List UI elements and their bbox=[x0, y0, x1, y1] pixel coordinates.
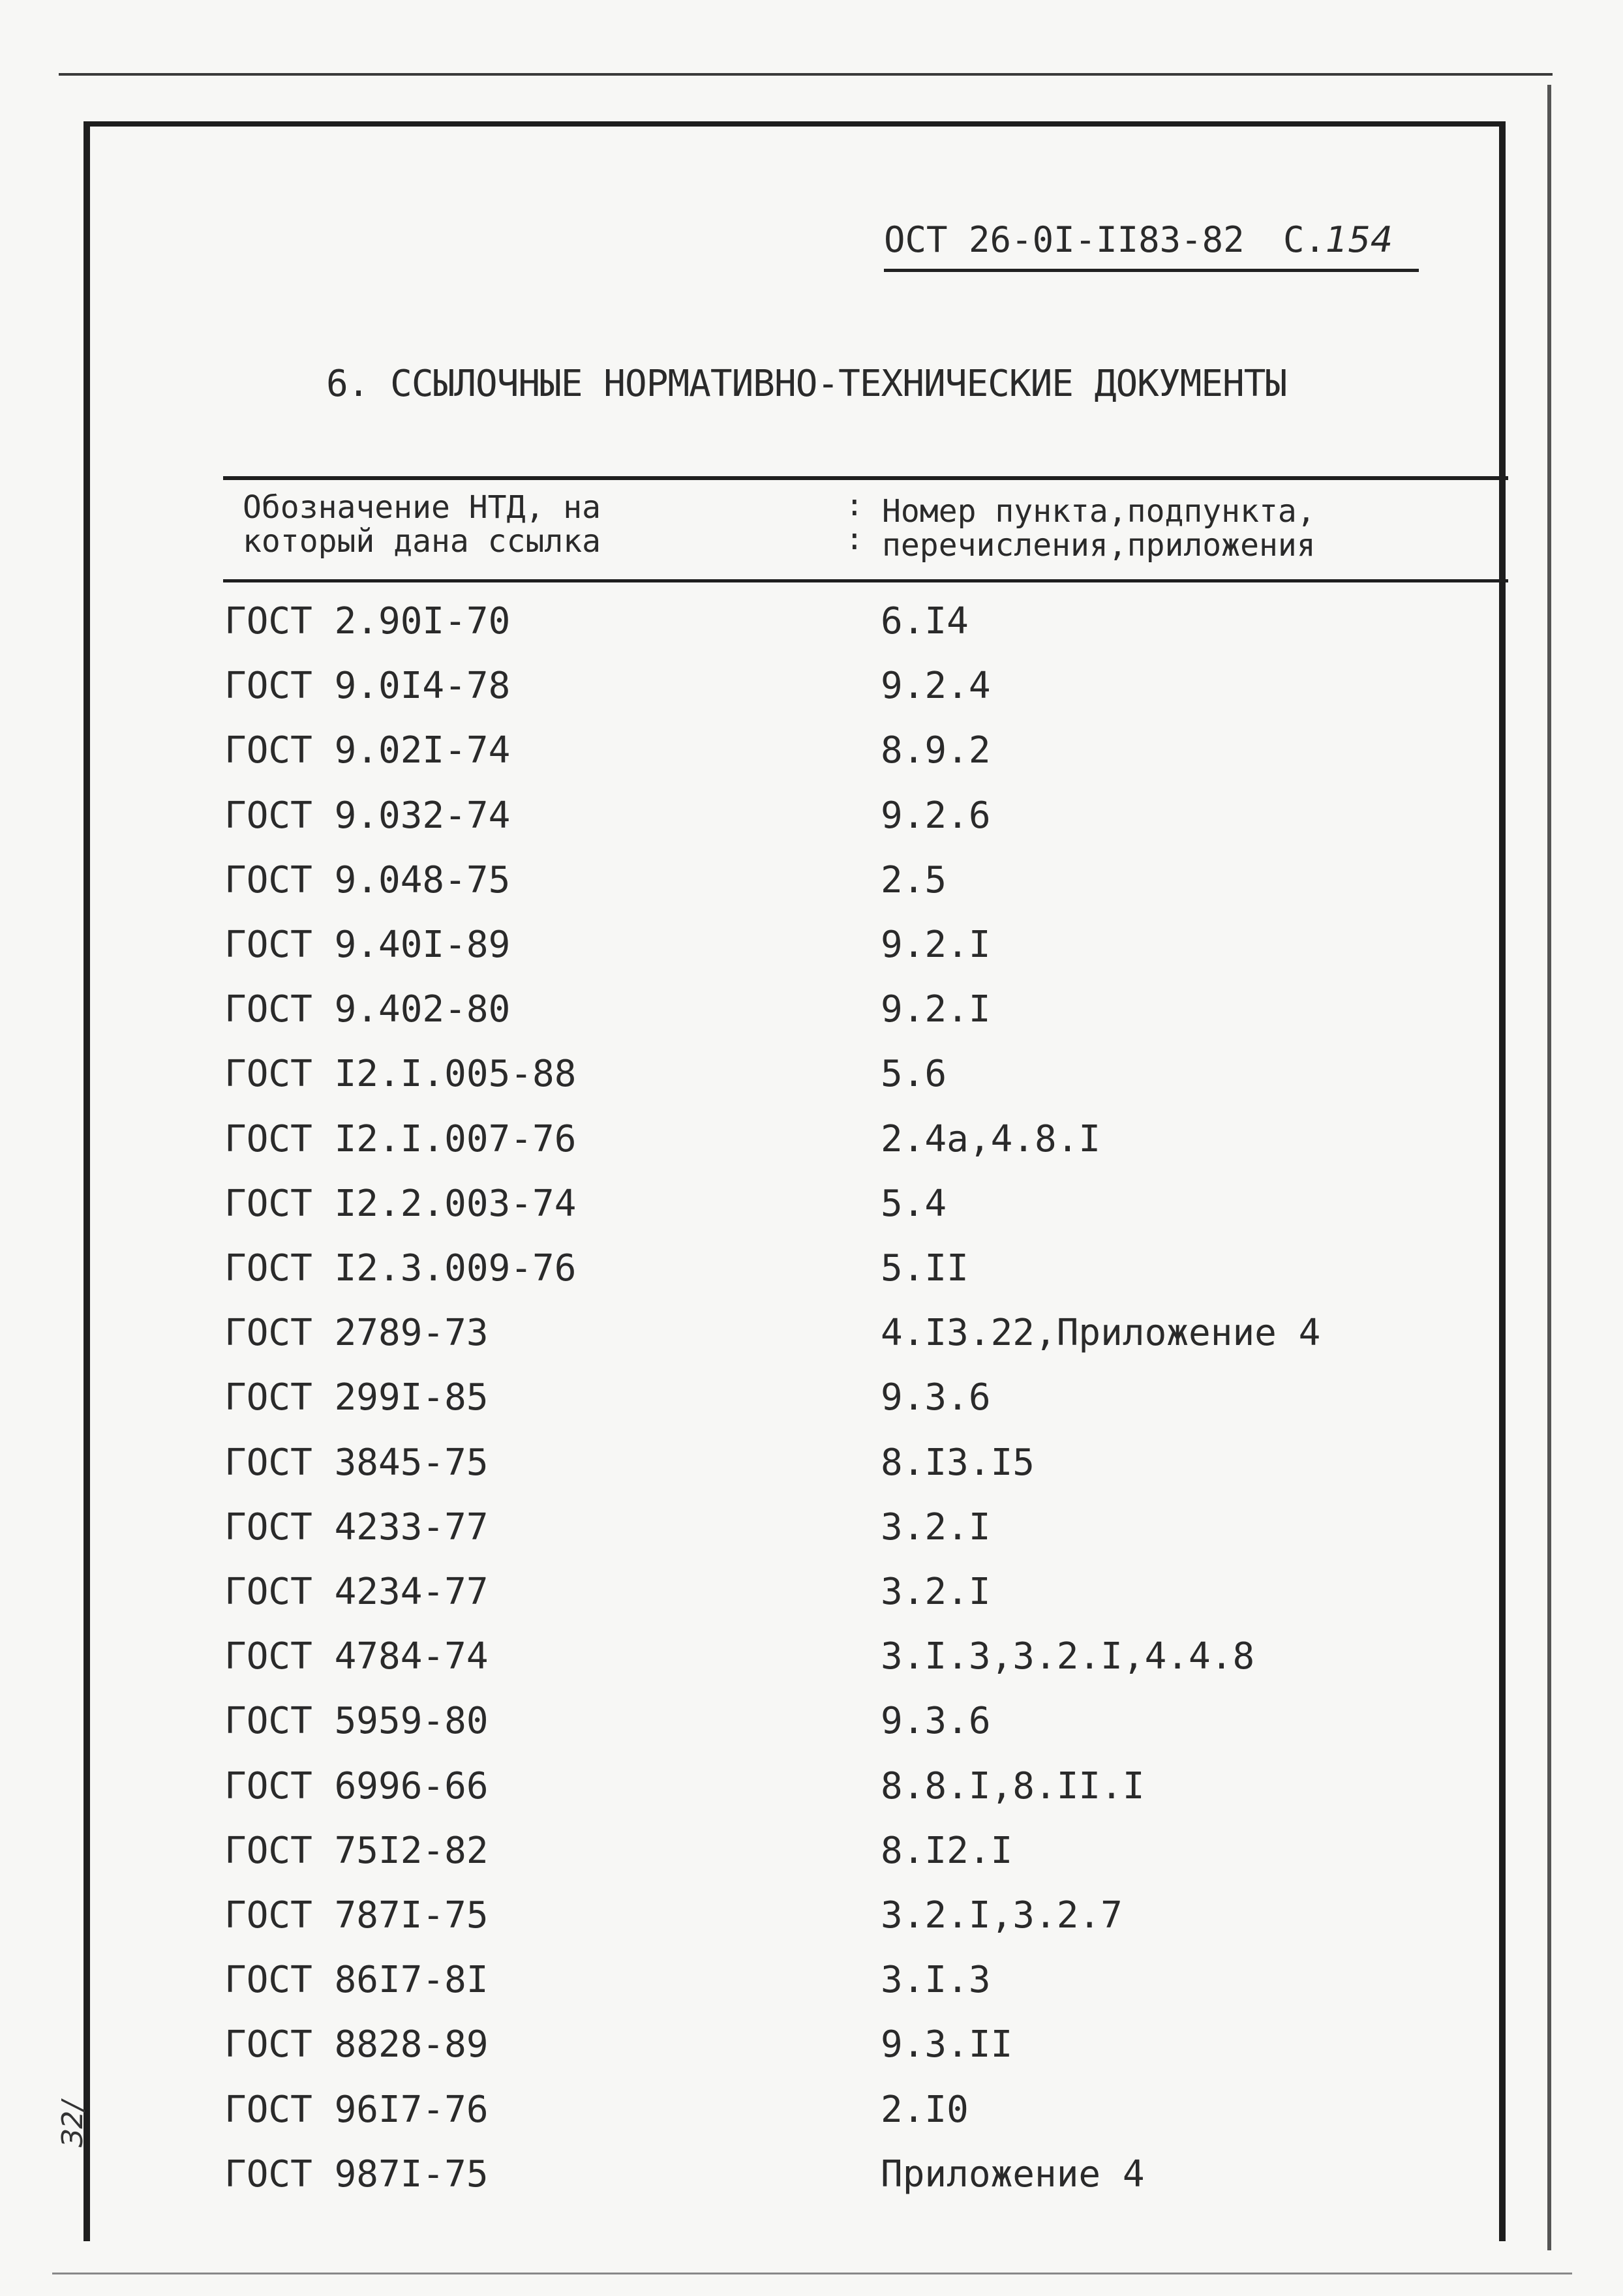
reference-clause: 9.2.I bbox=[881, 988, 991, 1031]
margin-handwritten-note: З2/ bbox=[56, 2100, 89, 2147]
table-row bbox=[0, 1830, 1623, 1894]
table-row bbox=[0, 1506, 1623, 1571]
column-separator: : : bbox=[845, 487, 864, 556]
reference-clause: 3.I.3 bbox=[881, 1959, 991, 2002]
table-row bbox=[0, 1765, 1623, 1830]
document-designation: ГОСТ 4234-77 bbox=[224, 1571, 489, 1613]
reference-clause: 2.5 bbox=[881, 858, 947, 901]
document-designation: ГОСТ 9.048-75 bbox=[224, 858, 511, 901]
table-row bbox=[0, 794, 1623, 859]
column-header-reference: Номер пункта,подпункта, перечисления,приложения bbox=[882, 493, 1316, 564]
handwritten-page-number: 154 bbox=[1326, 219, 1393, 260]
table-row bbox=[0, 1894, 1623, 1959]
table-row bbox=[0, 2023, 1623, 2088]
reference-clause: 8.9.2 bbox=[881, 729, 991, 772]
page-number: С.154 bbox=[1283, 219, 1393, 260]
document-designation: ГОСТ 4233-77 bbox=[224, 1505, 489, 1548]
document-designation: ГОСТ I2.I.007-76 bbox=[224, 1117, 577, 1160]
table-row bbox=[0, 1959, 1623, 2023]
table-row bbox=[0, 1571, 1623, 1635]
document-designation: ГОСТ 4784-74 bbox=[224, 1635, 489, 1678]
document-designation: ГОСТ 787I-75 bbox=[224, 1894, 489, 1937]
table-row bbox=[0, 1312, 1623, 1376]
document-designation: ГОСТ 2789-73 bbox=[224, 1312, 489, 1355]
column-header-document: Обозначение НТД, на который дана ссылка bbox=[243, 489, 601, 560]
document-designation: ГОСТ I2.I.005-88 bbox=[224, 1053, 577, 1096]
document-designation: ГОСТ 86I7-8I bbox=[224, 1959, 489, 2002]
reference-clause: 9.3.6 bbox=[881, 1376, 991, 1419]
table-row bbox=[0, 2089, 1623, 2153]
reference-clause: 2.4а,4.8.I bbox=[881, 1117, 1101, 1160]
document-designation: ГОСТ 75I2-82 bbox=[224, 1829, 489, 1872]
document-designation: ГОСТ 6996-66 bbox=[224, 1764, 489, 1807]
reference-clause: 5.4 bbox=[881, 1182, 947, 1225]
page-bottom-edge bbox=[52, 2273, 1572, 2274]
document-designation: ГОСТ 9.40I-89 bbox=[224, 924, 511, 966]
table-row bbox=[0, 600, 1623, 665]
reference-clause: 8.8.I,8.II.I bbox=[881, 1764, 1145, 1807]
reference-clause: Приложение 4 bbox=[881, 2152, 1145, 2196]
reference-clause: 9.2.6 bbox=[881, 794, 991, 837]
table-row bbox=[0, 1053, 1623, 1117]
document-designation: ГОСТ 8828-89 bbox=[224, 2023, 489, 2066]
reference-clause: 3.2.I bbox=[881, 1505, 991, 1548]
document-designation: ГОСТ 3845-75 bbox=[224, 1441, 489, 1484]
document-designation: ГОСТ 96I7-76 bbox=[224, 2088, 489, 2131]
document-designation: ГОСТ 9.0I4-78 bbox=[224, 665, 511, 708]
table-top-rule bbox=[223, 476, 1508, 480]
reference-clause: 6.I4 bbox=[881, 600, 969, 642]
reference-clause: 9.2.I bbox=[881, 924, 991, 966]
reference-clause: 4.I3.22,Приложение 4 bbox=[881, 1312, 1321, 1355]
table-row bbox=[0, 729, 1623, 794]
table-row bbox=[0, 1700, 1623, 1764]
table-row bbox=[0, 665, 1623, 729]
table-row bbox=[0, 1635, 1623, 1700]
table-row bbox=[0, 859, 1623, 924]
document-designation: ГОСТ 2.90I-70 bbox=[224, 600, 511, 642]
document-designation: ГОСТ I2.3.009-76 bbox=[224, 1247, 577, 1290]
table-row bbox=[0, 1376, 1623, 1441]
reference-clause: 3.I.3,3.2.I,4.4.8 bbox=[881, 1635, 1255, 1678]
reference-clause: 3.2.I,3.2.7 bbox=[881, 1894, 1123, 1937]
document-designation: ГОСТ 9.032-74 bbox=[224, 794, 511, 837]
reference-clause: 9.3.II bbox=[881, 2023, 1013, 2066]
document-designation: ГОСТ 987I-75 bbox=[224, 2152, 489, 2196]
reference-clause: 5.II bbox=[881, 1247, 969, 1290]
table-header-rule bbox=[223, 579, 1508, 582]
table-row bbox=[0, 988, 1623, 1053]
reference-clause: 9.3.6 bbox=[881, 1700, 991, 1743]
table-row bbox=[0, 1118, 1623, 1183]
document-code: ОСТ 26-0I-II83-82 bbox=[884, 219, 1245, 260]
document-designation: ГОСТ 299I-85 bbox=[224, 1376, 489, 1419]
page-top-edge bbox=[59, 73, 1553, 76]
document-designation: ГОСТ I2.2.003-74 bbox=[224, 1182, 577, 1225]
reference-clause: 5.6 bbox=[881, 1053, 947, 1096]
section-title: 6. ССЫЛОЧНЫЕ НОРМАТИВНО-ТЕХНИЧЕСКИЕ ДОКУМЕНТЫ bbox=[326, 363, 1287, 405]
document-header bbox=[884, 215, 1419, 272]
table-row bbox=[0, 1247, 1623, 1312]
reference-clause: 8.I3.I5 bbox=[881, 1441, 1035, 1484]
document-designation: ГОСТ 9.02I-74 bbox=[224, 729, 511, 772]
table-row bbox=[0, 2153, 1623, 2218]
reference-clause: 8.I2.I bbox=[881, 1829, 1013, 1872]
reference-clause: 9.2.4 bbox=[881, 665, 991, 708]
table-row bbox=[0, 1183, 1623, 1247]
table-row bbox=[0, 924, 1623, 988]
reference-clause: 3.2.I bbox=[881, 1571, 991, 1613]
reference-clause: 2.I0 bbox=[881, 2088, 969, 2131]
table-row bbox=[0, 1442, 1623, 1506]
document-designation: ГОСТ 9.402-80 bbox=[224, 988, 511, 1031]
document-designation: ГОСТ 5959-80 bbox=[224, 1700, 489, 1743]
